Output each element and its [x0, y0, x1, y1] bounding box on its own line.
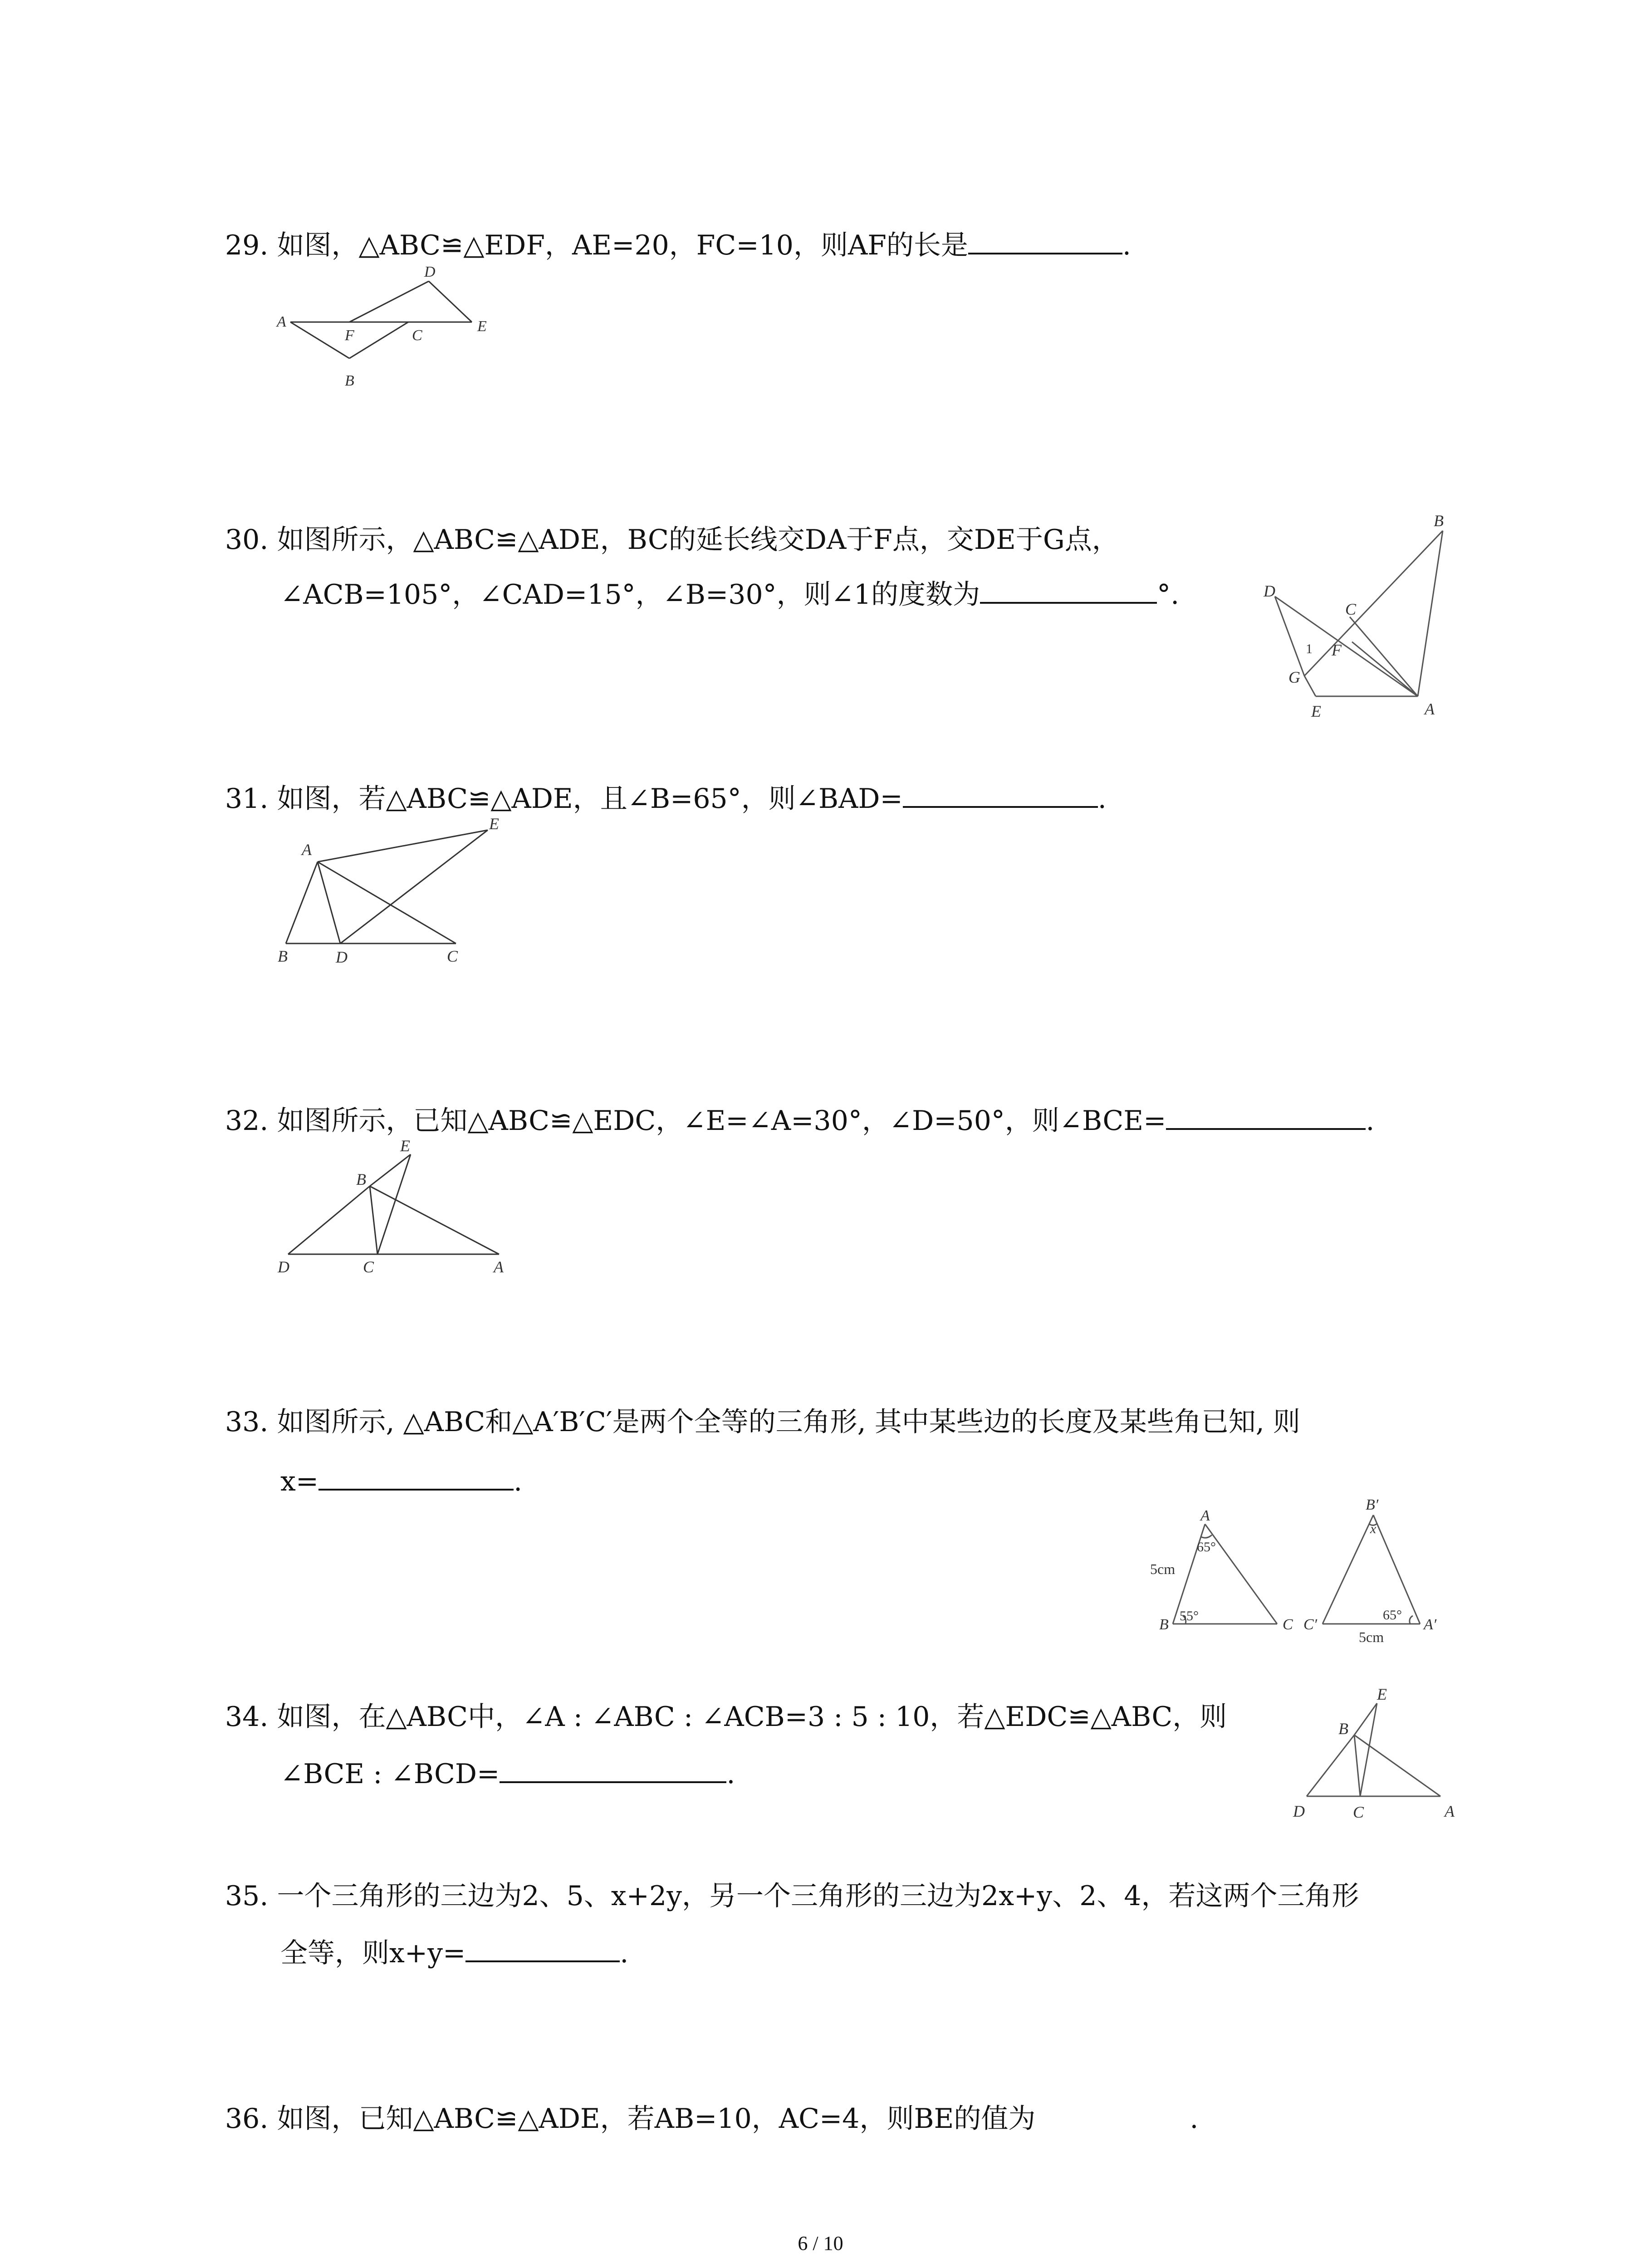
label-E: E: [489, 815, 499, 833]
question-33-line2: [280, 1461, 522, 1500]
question-text: △ABC≌△EDF，AE=20，FC=10，则AF的长是: [358, 230, 968, 261]
angle-label-65-prime: 65°: [1383, 1608, 1402, 1623]
figure-q32: [272, 1134, 526, 1284]
question-30: [225, 522, 1119, 558]
label-D: D: [336, 948, 348, 966]
question-number: 30.: [225, 524, 269, 556]
figure-q34: [1284, 1685, 1479, 1821]
answer-blank[interactable]: [1166, 1100, 1366, 1130]
label-B: B: [278, 947, 288, 965]
question-34-line2: [280, 1753, 735, 1792]
question-text: ∠BCE : ∠BCD=: [280, 1758, 500, 1790]
question-number: 35.: [225, 1880, 269, 1912]
answer-blank[interactable]: [903, 778, 1098, 808]
label-B: B: [1434, 513, 1444, 530]
label-C: C: [363, 1258, 374, 1276]
angle-label-x: x: [1370, 1521, 1376, 1536]
label-C-prime: C′: [1303, 1616, 1318, 1633]
question-29: [225, 225, 1131, 264]
question-text: 如图，: [277, 230, 359, 261]
answer-blank[interactable]: [1035, 2098, 1190, 2128]
question-32: [225, 1100, 1374, 1139]
label-G: G: [1288, 668, 1300, 686]
label-A: A: [277, 313, 286, 330]
question-35-line2: [280, 1932, 628, 1971]
label-F: F: [345, 327, 354, 344]
question-31: [225, 778, 1107, 817]
answer-blank[interactable]: [980, 574, 1157, 604]
label-C: C: [1353, 1803, 1364, 1821]
label-B: B: [345, 372, 354, 389]
label-D: D: [278, 1258, 289, 1276]
question-text: 如图所示，△ABC≌△ADE，BC的延长线交DA于F点，交DE于G点，: [277, 524, 1119, 556]
question-text: 如图所示，已知△ABC≌△EDC，∠E=∠A=30°，∠D=50°，则∠BCE=: [277, 1105, 1166, 1137]
question-35: [225, 1878, 1359, 1914]
question-end: .: [1122, 230, 1131, 261]
question-number: 33.: [225, 1406, 269, 1438]
figure-q30: [1261, 513, 1497, 721]
label-A: A: [1445, 1802, 1455, 1820]
question-text: 全等，则x+y=: [280, 1937, 466, 1969]
question-end: °.: [1157, 579, 1180, 611]
question-text: 如图，在△ABC中，∠A : ∠ABC : ∠ACB=3 : 5 : 10，若△EDC≌△ABC，则: [277, 1701, 1227, 1733]
label-C: C: [447, 947, 458, 965]
label-A-prime: A′: [1424, 1616, 1437, 1633]
answer-blank[interactable]: [968, 225, 1122, 254]
label-E: E: [1377, 1685, 1387, 1703]
label-B: B: [1159, 1616, 1169, 1633]
question-number: 34.: [225, 1701, 269, 1733]
figure-q31: [272, 812, 535, 975]
label-E: E: [400, 1137, 410, 1155]
label-C: C: [1345, 600, 1357, 618]
label-E: E: [477, 318, 487, 335]
question-text: 一个三角形的三边为2、5、x+2y，另一个三角形的三边为2x+y、2、4，若这两个三角形: [277, 1880, 1359, 1912]
question-33: [225, 1404, 1300, 1440]
angle-label-65: 65°: [1197, 1540, 1216, 1554]
question-end: .: [726, 1758, 735, 1790]
label-C: C: [1283, 1616, 1293, 1633]
label-D: D: [1264, 582, 1275, 600]
question-number: 36.: [225, 2103, 269, 2135]
figure-q29: [272, 259, 526, 395]
label-B: B: [1338, 1720, 1348, 1738]
angle-1-label: 1: [1306, 641, 1313, 656]
label-A: A: [302, 841, 312, 859]
question-end: .: [514, 1466, 523, 1497]
question-number: 29.: [225, 230, 269, 261]
label-A: A: [1425, 700, 1435, 718]
question-text: 如图所示, △ABC和△A′B′C′是两个全等的三角形, 其中某些边的长度及某些角已知, 则: [277, 1406, 1300, 1438]
label-E: E: [1311, 702, 1321, 720]
label-C: C: [412, 327, 422, 344]
question-end: .: [1097, 783, 1107, 815]
answer-blank[interactable]: [465, 1932, 620, 1962]
label-B-prime: B′: [1366, 1496, 1379, 1513]
side-label-5cm: 5cm: [1150, 1561, 1176, 1577]
question-end: .: [1366, 1105, 1375, 1137]
side-label-5cm-prime: 5cm: [1359, 1629, 1384, 1642]
question-36: [225, 2098, 1198, 2137]
label-A: A: [1200, 1507, 1210, 1524]
question-text: 如图，若△ABC≌△ADE，且∠B=65°，则∠BAD=: [277, 783, 903, 815]
question-number: 31.: [225, 783, 269, 815]
figure-q33: [1121, 1488, 1470, 1642]
page-number: 6 / 10: [798, 2232, 843, 2254]
question-text: ∠ACB=105°，∠CAD=15°，∠B=30°，则∠1的度数为: [280, 579, 980, 611]
question-30-line2: [280, 574, 1179, 613]
label-A: A: [494, 1258, 504, 1276]
question-end: .: [1190, 2103, 1199, 2135]
question-end: .: [620, 1937, 629, 1969]
angle-label-55: 55°: [1180, 1608, 1199, 1623]
label-D: D: [1293, 1802, 1305, 1820]
label-D: D: [424, 264, 436, 280]
label-F: F: [1332, 641, 1342, 659]
answer-blank[interactable]: [318, 1461, 514, 1491]
question-text: x=: [280, 1466, 319, 1497]
question-text: 如图，已知△ABC≌△ADE，若AB=10，AC=4，则BE的值为: [277, 2103, 1036, 2135]
question-number: 32.: [225, 1105, 269, 1137]
label-B: B: [356, 1170, 366, 1188]
answer-blank[interactable]: [500, 1753, 726, 1783]
question-34: [225, 1699, 1227, 1735]
